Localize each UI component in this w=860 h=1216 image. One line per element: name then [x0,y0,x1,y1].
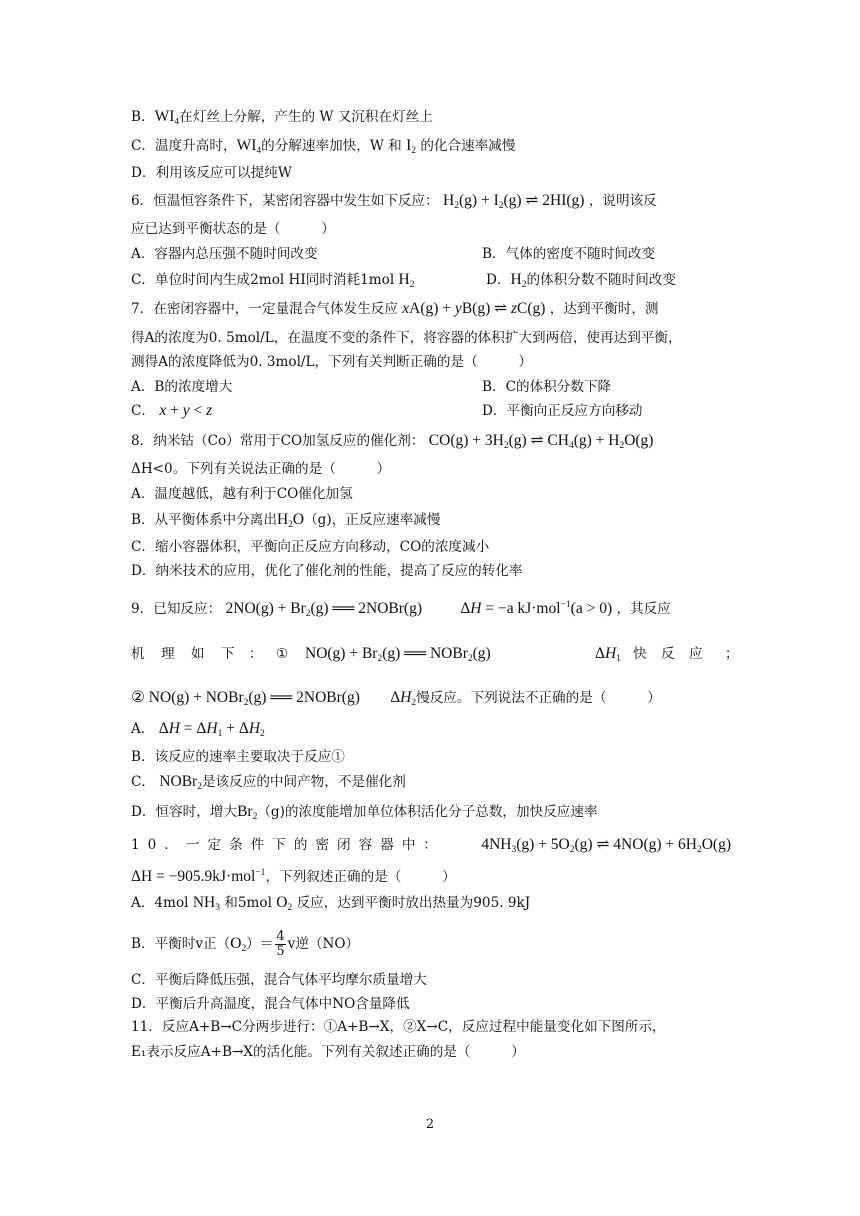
q11-stem: 11．反应A+B→C分两步进行：①A+B→X，②X→C，反应过程中能量变化如下图所示， [131,1019,666,1035]
q5-option-c: C．温度升高时，$WI_4$的分解速率加快，W 和 $I_2$ 的化合速率减慢 [131,137,516,156]
q10-option-d: D．平衡后升高温度，混合气体中NO含量降低 [131,996,410,1012]
q7-options-cd [131,401,643,421]
q6-option-b: B．气体的密度不随时间改变 [482,246,656,262]
q5-option-d: D．利用该反应可以提纯W [131,165,292,181]
q10-stem: 10．一定条件下的密闭容器中： $4NH_3(g) + 5O_2(g)$ ⇌ $4NO(g) + 6H_2O(g)$ [131,836,731,855]
q6-stem: 6．恒温恒容条件下，某密闭容器中发生如下反应： $H_2(g) + I_2(g)$ ⇌ 2HI(g) ，说明该反 [131,192,657,211]
q7-stem-line2: 得A的浓度为0. 5mol/L，在温度不变的条件下，将容器的体积扩大到两倍，使再达到平衡， [131,330,682,346]
q6-option-a: A．容器内总压强不随时间改变 [131,246,318,262]
q11-stem-line2: E₁表示反应A+B→X的活化能。下列有关叙述正确的是（ ） [131,1044,525,1060]
q6-options-cd [131,270,676,290]
q7-stem-line3: 测得A的浓度降低为0. 3mol/L，下列有关判断正确的是（ ） [131,354,533,370]
q7-option-a: A．B的浓度增大 [131,379,233,395]
q6-option-d: D．$H_2$的体积分数不随时间改变 [486,271,676,290]
q9-option-c: C． NOBr$_2$是该反应的中间产物，不是催化剂 [131,773,406,792]
q7-options-ab [131,377,612,397]
q9-option-a: A． $\Delta H = \Delta H_1 + \Delta H_2$ [131,720,265,739]
q7-option-d: D．平衡向正反应方向移动 [482,403,643,419]
q7-option-b: B．C的体积分数下降 [482,379,612,395]
q7-option-c: C． x + y < z [131,402,213,419]
q10-option-b: B．平衡时v正$(O_2)=$ $\frac{4}{5}$ v逆（NO） [131,929,360,959]
exam-page: B．$WI_4$在灯丝上分解，产生的 W 又沉积在灯丝上 C．温度升高时，$WI_4$的分解速率加快，W 和 $I_2$ 的化合速率减慢 D．利用该反应可以提纯W 6．恒温恒容条件下，某密闭容器中发生如下反应： $H_2(g) + I_2(g)$ ⇌ 2HI(g) ，说明该反 应已达到平衡状态的是（ ） A．容器内总压强不随时间改变 B．气体的密度不随时间改变 C．单位时间内生成2mol HI同时消耗1mol $H_2$ D．$H_2$的体积分数不随时间改变 7．在密闭容器中，一定量混合气体发生反应 xA(g) + yB(g) ⇌ zC(g) ，达到平衡时，测 得A的浓度为0. 5mol/L，在温度不变的条件下，将容器的体积扩大到两倍，使再达到平衡， 测得A的浓度降低为0. 3mol/L，下列有关判断正确的是（ ） A．B的浓度增大 B．C的体积分数下降 C． x + y < z D．平衡向正反应方向移动 8．纳米钴（Co）常用于CO加氢反应的催化剂： $CO(g) + 3H_2(g)$ ⇌ $CH_4(g) + H_2O(g)$ ΔH<0。下列有关说法正确的是（ ） A．温度越低，越有利于CO催化加氢 B．从平衡体系中分离出$H_2O(g)$，正反应速率减慢 C．缩小容器体积，平衡向正反应方向移动，CO的浓度减小 D．纳米技术的应用，优化了催化剂的性能，提高了反应的转化率 9．已知反应： $2NO(g) + Br_2(g)$ ══ 2NOBr(g) ΔH = −a kJ·mol$^{-1}$(a > 0) ，其反应 机 理 如 下 ： ① $NO(g) + Br_2(g)$ ══ NOBr$_2$(g) $\Delta H_1$ 快 反 应 ； ② NO(g) + NOBr$_2$(g) ══ 2NOBr(g) $\Delta H_2$慢反应。下列说法不正确的是（ ） A． $\Delta H = \Delta H_1 + \Delta H_2$ B．该反应的速率主要取决于反应① C． NOBr$_2$是该反应的中间产物，不是催化剂 D．恒容时，增大$Br_2(g)$的浓度能增加单位体积活化分子总数，加快反应速率 10．一定条件下的密闭容器中： $4NH_3(g) + 5O_2(g)$ ⇌ $4NO(g) + 6H_2O(g)$ ΔH = −905.9kJ·mol$^{-1}$，下列叙述正确的是（ ） A．4mol $NH_3$ 和5mol $O_2$ 反应，达到平衡时放出热量为905. 9kJ B．平衡时v正$(O_2)=$ $\frac{4}{5}$ v逆（NO） C．平衡后降低压强，混合气体平均摩尔质量增大 D．平衡后升高温度，混合气体中NO含量降低 11．反应A+B→C分两步进行：①A+B→X，②X→C，反应过程中能量变化如下图所示， E₁表示反应A+B→X的活化能。下列有关叙述正确的是（ ） 2 [0,0,860,1216]
q6-option-c: C．单位时间内生成2mol HI同时消耗1mol $H_2$ [131,271,415,290]
q6-stem-line2: 应已达到平衡状态的是（ ） [131,221,335,237]
q10-option-a: A．4mol $NH_3$ 和5mol $O_2$ 反应，达到平衡时放出热量为905. 9kJ [131,894,531,913]
q9-option-b: B．该反应的速率主要取决于反应① [131,749,345,765]
q9-option-d: D．恒容时，增大$Br_2(g)$的浓度能增加单位体积活化分子总数，加快反应速率 [131,803,598,822]
q9-stem: 9．已知反应： $2NO(g) + Br_2(g)$ ══ 2NOBr(g) ΔH = −a kJ·mol$^{-1}$(a > 0) ，其反应 [131,600,671,619]
q9-mechanism-step2: ② NO(g) + NOBr$_2$(g) ══ 2NOBr(g) $\Delta H_2$慢反应。下列说法不正确的是（ ） [131,689,661,708]
q7-stem: 7．在密闭容器中，一定量混合气体发生反应 xA(g) + yB(g) ⇌ zC(g) ，达到平衡时，测 [131,300,659,317]
q8-option-c: C．缩小容器体积，平衡向正反应方向移动，CO的浓度减小 [131,539,490,555]
q8-stem-line2: ΔH<0。下列有关说法正确的是（ ） [131,461,391,477]
q10-stem-line2: ΔH = −905.9kJ·mol$^{-1}$，下列叙述正确的是（ ） [131,868,456,885]
q6-options-ab [131,244,656,264]
q8-option-b: B．从平衡体系中分离出$H_2O(g)$，正反应速率减慢 [131,511,441,530]
page-number: 2 [425,1117,435,1132]
q10-option-c: C．平衡后降低压强，混合气体平均摩尔质量增大 [131,972,427,988]
q5-option-b: B．$WI_4$在灯丝上分解，产生的 W 又沉积在灯丝上 [131,108,433,127]
q8-stem: 8．纳米钴（Co）常用于CO加氢反应的催化剂： $CO(g) + 3H_2(g)$ ⇌ $CH_4(g) + H_2O(g)$ [131,432,654,451]
q8-option-a: A．温度越低，越有利于CO催化加氢 [131,486,353,502]
q8-option-d: D．纳米技术的应用，优化了催化剂的性能，提高了反应的转化率 [131,563,523,579]
